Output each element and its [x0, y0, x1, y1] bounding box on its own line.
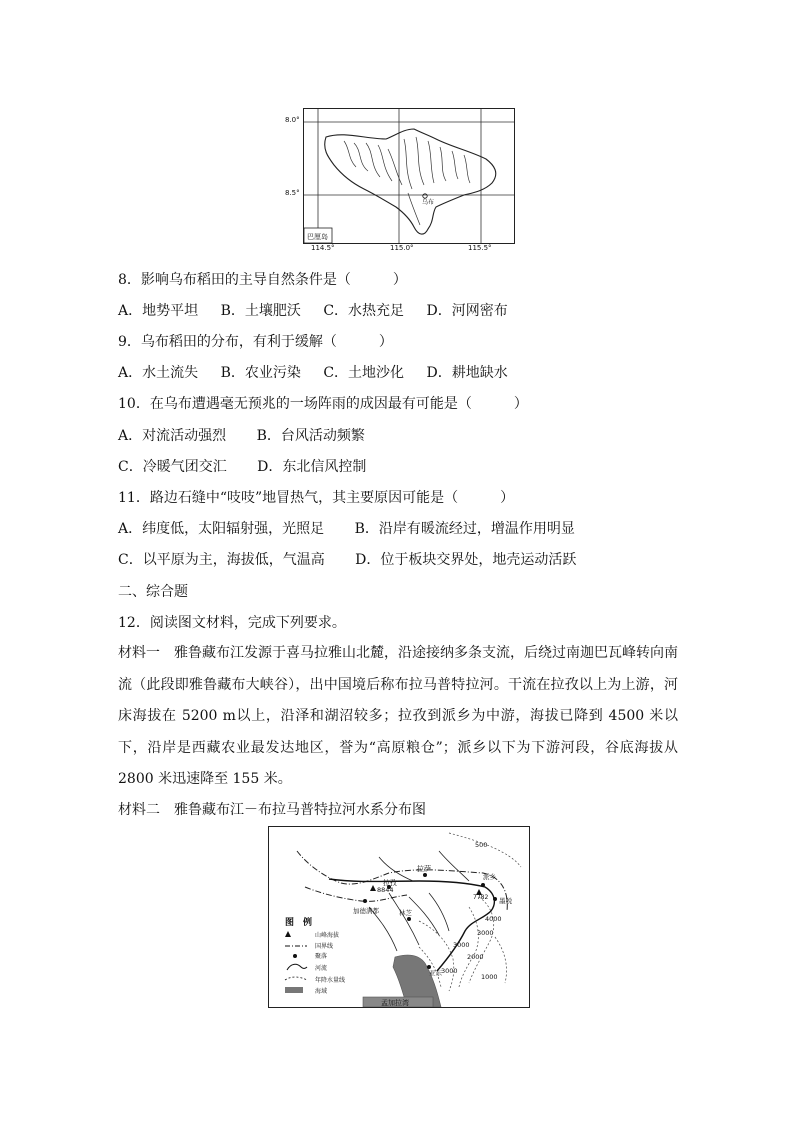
legend-settlement-label: 聚落 [315, 953, 328, 960]
legend-peak-label: 山峰海拔 [315, 932, 340, 939]
question-10-stem: 10．在乌布遭遇毫无预兆的一场阵雨的成因最有可能是（ ） [118, 396, 528, 412]
question-11-options-row2 [118, 550, 594, 570]
river-system-map [268, 826, 530, 1008]
question-12-stem: 12．阅读图文材料，完成下列要求。 [118, 615, 346, 631]
isohyet-value-2: 4000 [485, 915, 502, 923]
peak-marker [370, 885, 376, 891]
legend-border-label: 国界线 [315, 943, 334, 950]
q10-option-a: A．对流活动强烈 [118, 428, 227, 444]
settlement-linzhi-dot [407, 917, 411, 921]
question-9-options [118, 363, 526, 383]
q11-option-c: C．以平原为主，海拔低，气温高 [118, 552, 325, 568]
lon-label-114-5: 114.5° [311, 244, 335, 252]
q9-option-d: D．耕地缺水 [426, 365, 508, 381]
legend-river-icon [287, 964, 307, 970]
settlement-kathmandu-label: 加德满都 [353, 907, 379, 915]
sea-label: 孟加拉湾 [381, 999, 409, 1007]
question-8-options [118, 301, 526, 321]
isohyet-value-7: 1000 [481, 973, 498, 981]
isohyet-value-3: 3000 [477, 929, 494, 937]
legend-peak-icon [285, 931, 291, 937]
q9-option-c: C．土地沙化 [323, 365, 405, 381]
bali-map-svg [304, 109, 514, 243]
peak2-value: 7782 [473, 894, 489, 901]
lon-label-115-5: 115.5° [468, 244, 492, 252]
bali-map [303, 108, 515, 244]
legend-settlement-icon [293, 954, 297, 958]
material-2-title: 材料二 雅鲁藏布江－布拉马普特拉河水系分布图 [118, 802, 426, 818]
q10-option-b: B．台风活动频繁 [256, 428, 365, 444]
question-10-options-row1 [118, 426, 383, 446]
question-11-stem: 11．路边石缝中“吱吱”地冒热气，其主要原因可能是（ ） [118, 490, 515, 506]
q8-option-d: D．河网密布 [426, 303, 508, 319]
settlement-yadong-label: 亚东 [429, 969, 442, 977]
legend-sea-label: 海域 [315, 988, 328, 995]
question-10-options-row2 [118, 457, 384, 477]
legend-sea-icon [285, 987, 303, 993]
river-system-map-svg [269, 827, 529, 1007]
legend [285, 916, 345, 995]
settlement-paixiang-dot [481, 883, 485, 887]
isohyet-value-6: 3000 [441, 967, 458, 975]
settlement-linzhi-label: 林芝 [399, 909, 412, 917]
settlement-medog-dot [493, 897, 497, 901]
legend-isohyet-icon [285, 977, 307, 980]
section-heading: 二、综合题 [118, 584, 188, 600]
settlement-medog-label: 墨脱 [499, 897, 512, 905]
bali-rivers [344, 137, 470, 225]
lon-label-115-0: 115.0° [390, 244, 414, 252]
settlement-lazi-label: 拉孜 [383, 879, 397, 887]
lat-label-8-5: 8.5° [285, 189, 300, 197]
q11-option-a: A．纬度低，太阳辐射强，光照足 [118, 521, 325, 537]
legend-river-label: 河流 [315, 965, 328, 972]
q8-option-a: A．地势平坦 [118, 303, 199, 319]
settlement-paixiang-label: 派乡 [483, 873, 496, 881]
legend-title: 图 例 [285, 918, 313, 928]
question-11-options-row1 [118, 519, 593, 539]
bali-island-outline [325, 129, 496, 234]
material-1-paragraph: 材料一 雅鲁藏布江发源于喜马拉雅山北麓，沿途接纳多条支流，后绕过南迦巴瓦峰转向南流（此段即雅鲁藏布大峡谷），出中国境后称布拉马普特拉河。干流在拉孜以上为上游，河床海拔在 5200 m以上，沿泽和湖沼较多；拉孜到派乡为中游，海拔已降到 4500 米以下，沿岸是西藏农业最发达地区，誉为“高原粮仓”；派乡以下为下游河段，谷底海拔从 2800 米迅速降至 155 米。 [118, 645, 678, 787]
q11-option-d: D．位于板块交界处，地壳运动活跃 [355, 552, 577, 568]
q10-option-d: D．东北信风控制 [257, 459, 367, 475]
q9-option-b: B．农业污染 [220, 365, 301, 381]
question-9-stem: 9．乌布稻田的分布，有利于缓解（ ） [118, 334, 393, 350]
isohyet-lines [419, 833, 521, 991]
q8-option-b: B．土壤肥沃 [220, 303, 301, 319]
isohyet-value-4: 3000 [453, 941, 470, 949]
lat-label-8-0: 8.0° [285, 116, 300, 124]
q11-option-b: B．沿岸有暖流经过，增温作用明显 [354, 521, 575, 537]
question-8-stem: 8．影响乌布稻田的主导自然条件是（ ） [118, 272, 407, 288]
q9-option-a: A．水土流失 [118, 365, 199, 381]
ubud-marker [423, 194, 427, 198]
peak-value: 8844 [377, 886, 394, 894]
settlement-lasa-label: 拉萨 [417, 865, 431, 873]
isohyet-value-5: 2000 [467, 953, 484, 961]
legend-isohyet-label: 年降水量线 [315, 977, 346, 984]
q8-option-c: C．水热充足 [323, 303, 405, 319]
settlement-lasa-dot [423, 873, 427, 877]
isohyet-value-1: 500 [475, 841, 488, 849]
ubud-label: 乌布 [422, 199, 435, 206]
settlement-kathmandu-dot [363, 899, 367, 903]
q10-option-c: C．冷暖气团交汇 [118, 459, 227, 475]
island-name-label: 巴厘岛 [307, 233, 328, 241]
